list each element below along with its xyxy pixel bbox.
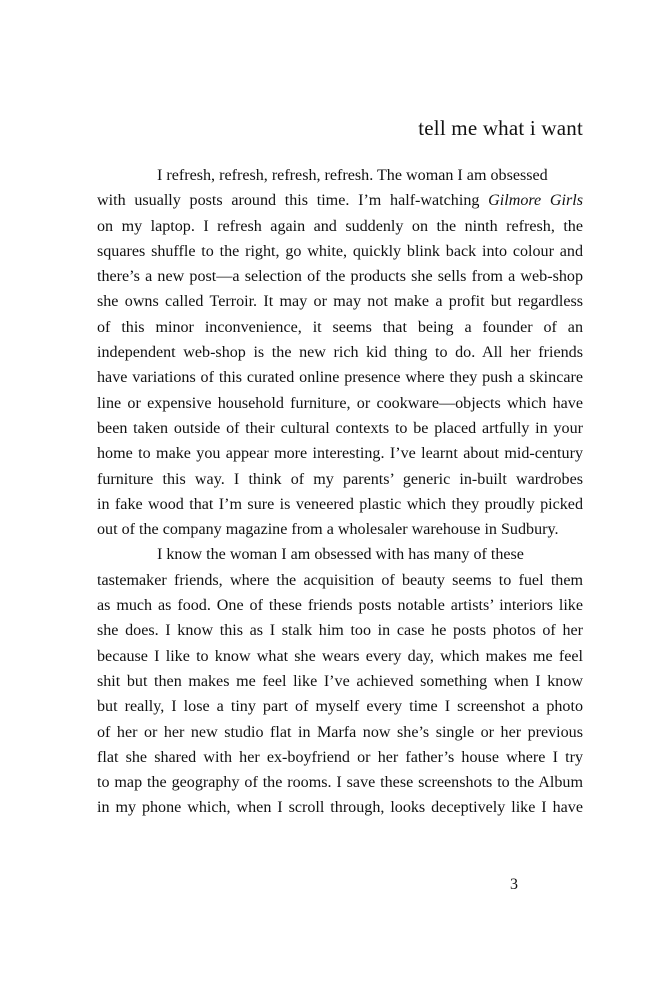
chapter-title: tell me what i want — [418, 116, 583, 140]
show-title: Gilmore Girls — [488, 192, 583, 210]
text-line: squares shuffle to the right, go white, quickly blink back into colour and — [97, 242, 583, 260]
text-line: home to make you appear more interesting. I’ve learnt about mid-century — [97, 445, 583, 463]
text-line: tastemaker friends, where the acquisition of beauty seems to fuel them — [97, 571, 583, 589]
text-line: in my phone which, when I scroll through, looks deceptively like I have — [97, 799, 583, 817]
text-line: have variations of this curated online presence where they push a skincare — [97, 369, 583, 387]
text-line: out of the company magazine from a wholesaler warehouse in Sudbury. — [97, 521, 559, 539]
text-line: line or expensive household furniture, or cookware—objects which have — [97, 394, 583, 412]
text-line: been taken outside of their cultural contexts to be placed artfully in your — [97, 419, 583, 437]
text-line: furniture this way. I think of my parents’ generic in-built wardrobes — [97, 470, 583, 488]
text-line: to map the geography of the rooms. I save these screenshots to the Album — [97, 774, 583, 792]
text-line: because I like to know what she wears every day, which makes me feel — [97, 647, 583, 665]
page-number: 3 — [510, 876, 518, 893]
text-line: in fake wood that I’m sure is veneered plastic which they proudly picked — [97, 495, 583, 513]
text-line: of this minor inconvenience, it seems that being a founder of an — [97, 318, 583, 336]
text-line: independent web-shop is the new rich kid thing to do. All her friends — [97, 344, 583, 362]
text-line: I refresh, refresh, refresh, refresh. The woman I am obsessed — [157, 167, 548, 184]
text-line: flat she shared with her ex-boyfriend or her father’s house where I try — [97, 748, 583, 766]
body-text — [97, 163, 583, 821]
text-line: shit but then makes me feel like I’ve achieved something when I know — [97, 672, 583, 690]
text-line: on my laptop. I refresh again and suddenly on the ninth refresh, the — [97, 217, 583, 235]
text-line: of her or her new studio flat in Marfa now she’s single or her previous — [97, 723, 583, 741]
text-line: there’s a new post—a selection of the products she sells from a web-shop — [97, 268, 583, 286]
text-line: I know the woman I am obsessed with has many of these — [157, 546, 524, 564]
text-line: she owns called Terroir. It may or may not make a profit but regardless — [97, 293, 583, 311]
text-line: with usually posts around this time. I’m half-watching Gilmore Girls — [97, 192, 583, 210]
text-line: but really, I lose a tiny part of myself every time I screenshot a photo — [97, 698, 583, 716]
text-line: she does. I know this as I stalk him too in case he posts photos of her — [97, 622, 583, 640]
text-line: as much as food. One of these friends posts notable artists’ interiors like — [97, 597, 583, 615]
